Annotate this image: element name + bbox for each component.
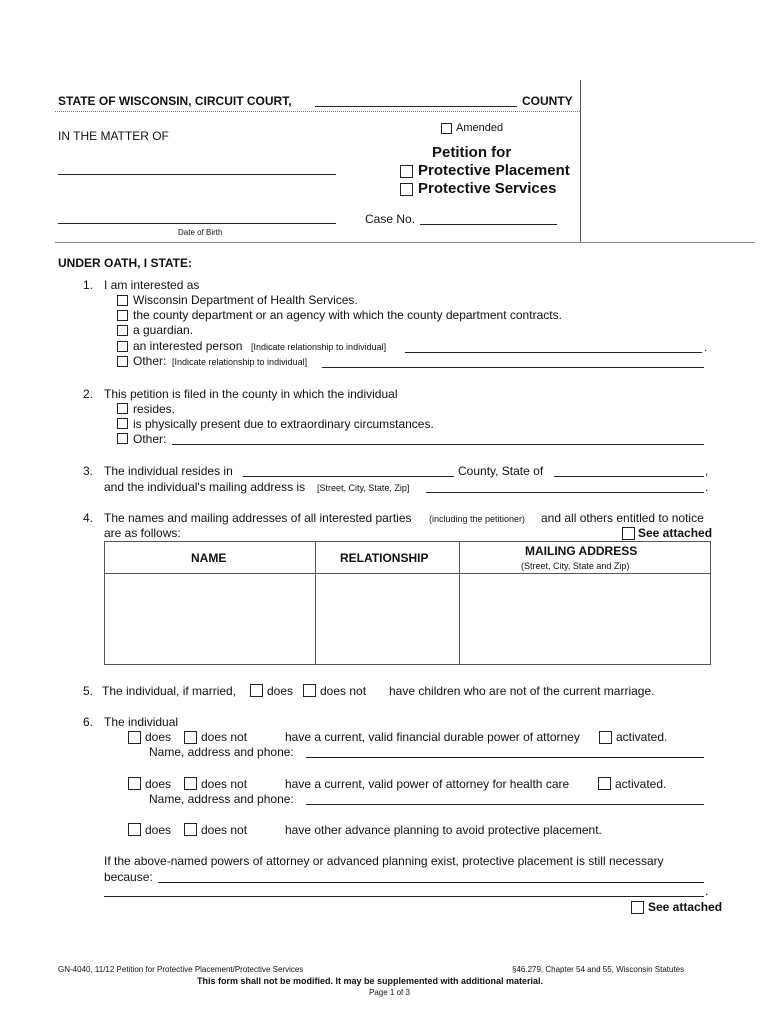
amended-checkbox[interactable] xyxy=(441,123,452,134)
item1-dhs-label: Wisconsin Department of Health Services. xyxy=(133,293,358,307)
item6-row2-does-not-checkbox[interactable] xyxy=(184,777,197,790)
item2-other-field[interactable] xyxy=(172,444,704,445)
item6-because-field-2[interactable] xyxy=(104,896,704,897)
parties-cell-address[interactable] xyxy=(460,574,710,664)
footer-form-id: GN-4040, 11/12 Petition for Protective Placement/Protective Services xyxy=(58,965,304,974)
item1-interested-period: . xyxy=(704,340,708,354)
item6-row1-does-not-checkbox[interactable] xyxy=(184,731,197,744)
footer-notice: This form shall not be modified. It may be supplemented with additional material. xyxy=(197,976,544,986)
item3-mailing: and the individual's mailing address is xyxy=(104,480,306,494)
item6-row2-activated-checkbox[interactable] xyxy=(598,777,611,790)
item1-other-checkbox[interactable] xyxy=(117,356,128,367)
item6-row3-does-checkbox[interactable] xyxy=(128,823,141,836)
item3-mailing-field[interactable] xyxy=(426,492,704,493)
header-rule-bottom xyxy=(55,242,755,243)
item3-period: . xyxy=(705,480,709,494)
item6-row1-nap-label: Name, address and phone: xyxy=(149,745,294,759)
item2-other-label: Other: xyxy=(133,432,167,446)
item5-does-not-label: does not xyxy=(320,684,367,698)
item1-other-hint: [Indicate relationship to individual] xyxy=(172,357,308,367)
footer-page: Page 1 of 3 xyxy=(369,988,410,997)
item4-text-b: and all others entitled to notice xyxy=(541,511,704,525)
case-no-label: Case No. xyxy=(365,212,416,226)
parties-cell-relationship[interactable] xyxy=(316,574,458,664)
item1-interested-person-checkbox[interactable] xyxy=(117,341,128,352)
item1-interested-person-hint: [Indicate relationship to individual] xyxy=(251,342,387,352)
item6-because-period: . xyxy=(705,884,709,898)
item4-text-c: are as follows: xyxy=(104,526,181,540)
petition-title: Petition for xyxy=(432,144,512,161)
county-label: COUNTY xyxy=(522,94,573,108)
item6-number: 6. xyxy=(83,715,94,729)
item5-text: The individual, if married, xyxy=(102,684,237,698)
item6-intro: The individual xyxy=(104,715,179,729)
item3-comma: , xyxy=(705,464,709,478)
case-no-field[interactable] xyxy=(420,224,557,225)
item6-see-attached-label: See attached xyxy=(648,900,723,914)
item4-see-attached-label: See attached xyxy=(638,526,713,540)
item4-text-hint: (including the petitioner) xyxy=(429,514,526,524)
item2-resides-label: resides. xyxy=(133,402,176,416)
item3-state-field[interactable] xyxy=(554,476,704,477)
court-prefix: STATE OF WISCONSIN, CIRCUIT COURT, xyxy=(58,94,292,108)
item4-number: 4. xyxy=(83,511,94,525)
item6-row1-text: have a current, valid financial durable power of attorney xyxy=(285,730,580,744)
item5-does-not-checkbox[interactable] xyxy=(303,684,316,697)
item6-row2-activated-label: activated. xyxy=(615,777,667,791)
item2-present-label: is physically present due to extraordinary circumstances. xyxy=(133,417,434,431)
col-header-address: MAILING ADDRESS xyxy=(525,544,638,558)
item1-number: 1. xyxy=(83,278,94,292)
item1-county-checkbox[interactable] xyxy=(117,310,128,321)
date-of-birth-field[interactable] xyxy=(58,223,336,224)
item1-interested-person-field[interactable] xyxy=(405,352,702,353)
protective-services-label: Protective Services xyxy=(418,180,557,197)
header-rule-dotted xyxy=(55,111,580,112)
item2-intro: This petition is filed in the county in which the individual xyxy=(104,387,398,401)
item6-row1-nap-field[interactable] xyxy=(306,757,704,758)
footer-statutes: §46.279, Chapter 54 and 55, Wisconsin Statutes xyxy=(512,965,685,974)
parties-table xyxy=(104,541,711,665)
in-the-matter-of-label: IN THE MATTER OF xyxy=(58,129,169,143)
item6-row1-activated-checkbox[interactable] xyxy=(599,731,612,744)
item3-resides-in: The individual resides in xyxy=(104,464,233,478)
item6-row3-does-not-checkbox[interactable] xyxy=(184,823,197,836)
item1-dhs-checkbox[interactable] xyxy=(117,295,128,306)
item2-other-checkbox[interactable] xyxy=(117,433,128,444)
item4-see-attached-checkbox[interactable] xyxy=(622,527,635,540)
item6-row1-activated-label: activated. xyxy=(616,730,668,744)
item6-row2-does-checkbox[interactable] xyxy=(128,777,141,790)
header-divider-vertical xyxy=(580,80,581,242)
col-header-address-hint: (Street, City, State and Zip) xyxy=(521,561,630,571)
item6-because-field-1[interactable] xyxy=(158,882,704,883)
item6-row2-does-not-label: does not xyxy=(201,777,248,791)
item6-row2-does-label: does xyxy=(145,777,172,791)
amended-label: Amended xyxy=(456,122,504,134)
item6-row1-does-not-label: does not xyxy=(201,730,248,744)
protective-services-checkbox[interactable] xyxy=(400,183,413,196)
county-name-field[interactable] xyxy=(315,106,517,107)
item6-row2-nap-label: Name, address and phone: xyxy=(149,792,294,806)
item5-number: 5. xyxy=(83,684,94,698)
item5-does-checkbox[interactable] xyxy=(250,684,263,697)
protective-placement-label: Protective Placement xyxy=(418,162,570,179)
item3-county-field[interactable] xyxy=(243,476,454,477)
item6-necessary-text: If the above-named powers of attorney or advanced planning exist, protective placement is still necessary xyxy=(104,854,664,868)
item1-guardian-checkbox[interactable] xyxy=(117,325,128,336)
item5-tail: have children who are not of the current marriage. xyxy=(389,684,655,698)
item5-does-label: does xyxy=(267,684,294,698)
item6-see-attached-checkbox[interactable] xyxy=(631,901,644,914)
item6-row1-does-label: does xyxy=(145,730,172,744)
item6-row3-does-label: does xyxy=(145,823,172,837)
item1-guardian-label: a guardian. xyxy=(133,323,194,337)
item3-number: 3. xyxy=(83,464,94,478)
item6-row3-text: have other advance planning to avoid protective placement. xyxy=(285,823,602,837)
item6-row2-nap-field[interactable] xyxy=(306,804,704,805)
item2-resides-checkbox[interactable] xyxy=(117,403,128,414)
item4-text-a: The names and mailing addresses of all interested parties xyxy=(104,511,412,525)
item6-row2-text: have a current, valid power of attorney for health care xyxy=(285,777,570,791)
item1-other-label: Other: xyxy=(133,354,167,368)
col-header-name: NAME xyxy=(191,551,227,565)
item3-mailing-hint: [Street, City, State, Zip] xyxy=(317,483,410,493)
item6-row1-does-checkbox[interactable] xyxy=(128,731,141,744)
item6-row3-does-not-label: does not xyxy=(201,823,248,837)
under-oath-heading: UNDER OATH, I STATE: xyxy=(58,256,192,270)
parties-cell-name[interactable] xyxy=(105,574,314,664)
date-of-birth-label: Date of Birth xyxy=(178,228,223,237)
item1-county-label: the county department or an agency with which the county department contracts. xyxy=(133,308,562,322)
col-header-relationship: RELATIONSHIP xyxy=(340,551,429,565)
item1-intro: I am interested as xyxy=(104,278,200,292)
item2-number: 2. xyxy=(83,387,94,401)
item3-county-state: County, State of xyxy=(458,464,544,478)
individual-name-field[interactable] xyxy=(58,174,336,175)
item1-other-field[interactable] xyxy=(322,367,704,368)
protective-placement-checkbox[interactable] xyxy=(400,165,413,178)
item6-because-label: because: xyxy=(104,870,153,884)
item2-present-checkbox[interactable] xyxy=(117,418,128,429)
item1-interested-person-label: an interested person xyxy=(133,339,243,353)
